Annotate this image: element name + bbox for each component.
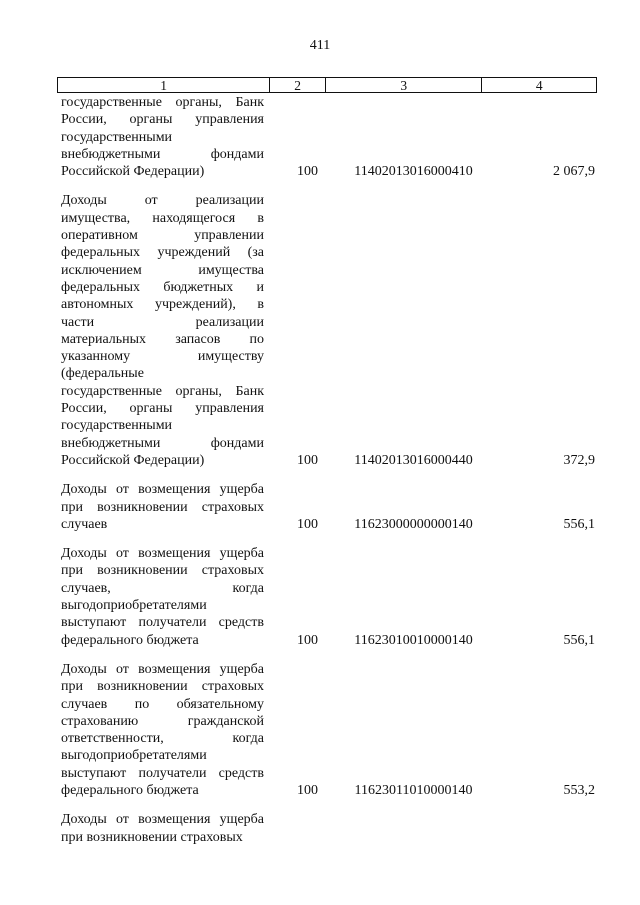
description-line: исключением имущества [61,262,264,278]
row-amount: 556,1 [563,632,595,648]
table-row [61,94,601,180]
description-line: при возникновении страховых [61,829,243,845]
table-row [61,811,601,846]
row-admin-code: 100 [297,516,318,532]
description-line: выгодоприобретателями [61,598,207,614]
description-line: Доходы от возмещения ущерба [61,482,264,498]
row-description [61,94,264,180]
description-line: Доходы от возмещения ущерба [61,546,264,562]
description-line: государственные органы, Банк [61,383,264,399]
description-line: внебюджетными фондами [61,146,264,162]
description-line: России, органы управления [61,401,264,417]
row-amount: 556,1 [563,516,595,532]
description-line: Доходы от возмещения ущерба [61,812,264,828]
header-col-4: 4 [481,78,596,92]
table-row [61,661,601,799]
row-description [61,661,264,799]
description-line: материальных запасов по [61,331,264,347]
description-line: Российской Федерации) [61,164,205,180]
description-line: выступают получатели средств [61,765,264,781]
row-admin-code: 100 [297,782,318,798]
description-line: федеральных учреждений (за [61,245,264,261]
description-line: при возникновении страховых [61,679,264,695]
description-line: (федеральные [61,366,144,382]
row-revenue-code: 11623011010000140 [354,782,473,798]
description-line: случаев, когда [61,580,264,596]
description-line: государственными [61,129,173,145]
description-line: автономных учреждений), в [61,297,264,313]
description-line: внебюджетными фондами [61,435,264,451]
table-row [61,481,601,533]
description-line: указанному имуществу [61,349,264,365]
description-line: Российской Федерации) [61,452,205,468]
description-line: выступают получатели средств [61,615,264,631]
description-line: России, органы управления [61,112,264,128]
row-description [61,811,264,846]
description-line: части реализации [61,314,264,330]
description-line: федеральных бюджетных и [61,279,264,295]
row-amount: 372,9 [563,452,595,468]
description-line: случаев [61,516,108,532]
description-line: федерального бюджета [61,782,199,798]
row-revenue-code: 11402013016000410 [354,164,473,180]
description-line: случаев по обязательному [61,696,264,712]
table-header [57,77,597,93]
description-line: ответственности, когда [61,731,264,747]
description-line: при возникновении страховых [61,563,264,579]
table-row [61,192,601,469]
row-description [61,545,264,649]
header-col-3: 3 [325,78,481,92]
row-revenue-code: 11402013016000440 [354,452,473,468]
description-line: государственными [61,418,173,434]
row-revenue-code: 11623000000000140 [354,516,473,532]
row-amount: 553,2 [563,782,595,798]
description-line: страхованию гражданской [61,713,264,729]
header-col-2: 2 [269,78,325,92]
row-description [61,481,264,533]
description-line: Доходы от реализации [61,193,264,209]
description-line: федерального бюджета [61,632,199,648]
row-revenue-code: 11623010010000140 [354,632,473,648]
row-amount: 2 067,9 [553,164,595,180]
description-line: при возникновении страховых [61,499,264,515]
table-row [61,545,601,649]
description-line: государственные органы, Банк [61,95,264,110]
row-description [61,192,264,469]
page-number: 411 [309,38,331,53]
description-line: оперативном управлении [61,228,264,244]
description-line: выгодоприобретателями [61,748,207,764]
row-admin-code: 100 [297,452,318,468]
description-line: имущества, находящегося в [61,210,264,226]
row-admin-code: 100 [297,632,318,648]
header-col-1: 1 [160,78,167,93]
description-line: Доходы от возмещения ущерба [61,661,264,677]
row-admin-code: 100 [297,164,318,180]
table-body [61,94,601,858]
